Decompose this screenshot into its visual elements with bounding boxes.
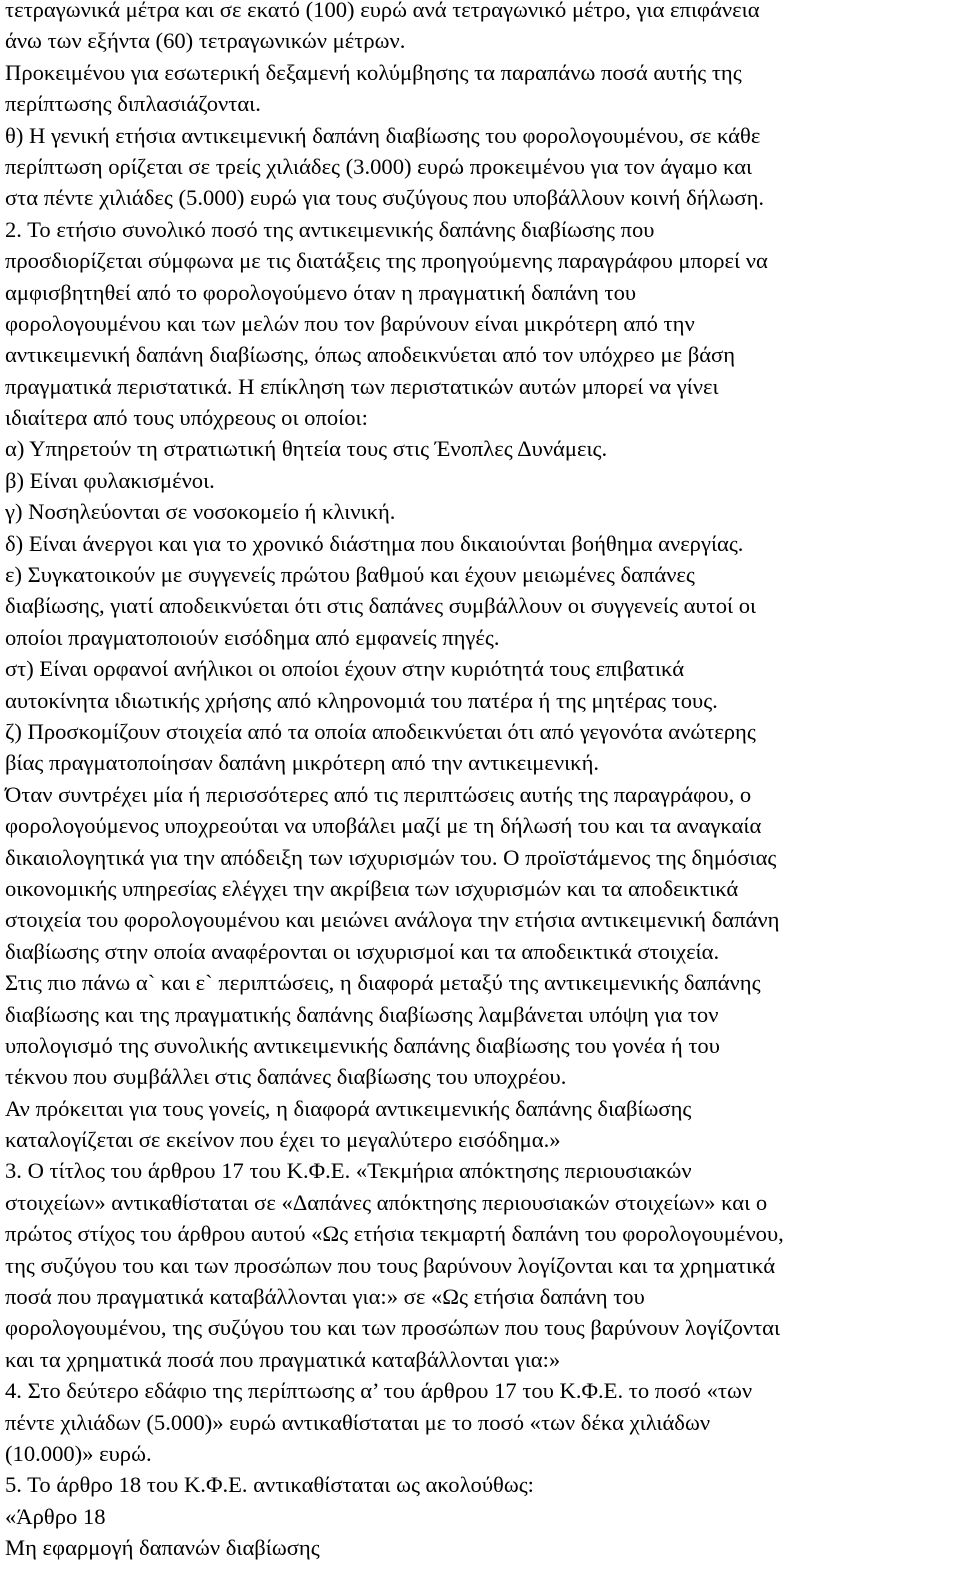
text-line: οποίοι πραγματοποιούν εισόδημα από εμφανείς πηγές. <box>5 624 500 650</box>
text-line: «Άρθρο 18 <box>5 1503 106 1529</box>
text-line: περίπτωση ορίζεται σε τρείς χιλιάδες (3.000) ευρώ προκειμένου για τον άγαμο και <box>5 153 753 179</box>
text-line: υπολογισμό της συνολικής αντικειμενικής δαπάνης διαβίωσης του γονέα ή του <box>5 1032 720 1058</box>
text-line: της συζύγου του και των προσώπων που τους βαρύνουν λογίζονται και τα χρηματικά <box>5 1252 776 1278</box>
text-line: (10.000)» ευρώ. <box>5 1440 152 1466</box>
text-line: περίπτωσης διπλασιάζονται. <box>5 91 261 117</box>
text-line: τετραγωνικά μέτρα και σε εκατό (100) ευρώ ανά τετραγωνικό μέτρο, για επιφάνεια <box>5 0 760 22</box>
text-line: ιδιαίτερα από τους υπόχρεους οι οποίοι: <box>5 405 368 431</box>
text-line: στοιχεία του φορολογουμένου και μειώνει ανάλογα την ετήσια αντικειμενική δαπάνη <box>5 907 780 933</box>
text-line: στ) Είναι ορφανοί ανήλικοι οι οποίοι έχουν στην κυριότητά τους επιβατικά <box>5 656 685 682</box>
text-line: 3. Ο τίτλος του άρθρου 17 του Κ.Φ.Ε. «Τεκμήρια απόκτησης περιουσιακών <box>5 1158 692 1184</box>
text-line: 2. Το ετήσιο συνολικό ποσό της αντικειμενικής δαπάνης διαβίωσης που <box>5 216 655 242</box>
text-line: φορολογούμενος υποχρεούται να υποβάλει μαζί με τη δήλωσή του και τα αναγκαία <box>5 813 762 839</box>
text-line: τέκνου που συμβάλλει στις δαπάνες διαβίωσης του υποχρέου. <box>5 1064 567 1090</box>
text-line: ζ) Προσκομίζουν στοιχεία από τα οποία αποδεικνύεται ότι από γεγονότα ανώτερης <box>5 718 756 744</box>
text-line: αντικειμενική δαπάνη διαβίωσης, όπως αποδεικνύεται από τον υπόχρεο με βάση <box>5 342 736 368</box>
text-line: 5. Το άρθρο 18 του Κ.Φ.Ε. αντικαθίσταται ως ακολούθως: <box>5 1472 534 1498</box>
text-line: ε) Συγκατοικούν με συγγενείς πρώτου βαθμού και έχουν μειωμένες δαπάνες <box>5 562 695 588</box>
text-line: καταλογίζεται σε εκείνον που έχει το μεγαλύτερο εισόδημα.» <box>5 1127 561 1153</box>
text-line: βίας πραγματοποίησαν δαπάνη μικρότερη από την αντικειμενική. <box>5 750 600 776</box>
text-line: Μη εφαρμογή δαπανών διαβίωσης <box>5 1535 320 1561</box>
text-line: β) Είναι φυλακισμένοι. <box>5 467 215 493</box>
text-line: οικονομικής υπηρεσίας ελέγχει την ακρίβεια των ισχυρισμών και τα αποδεικτικά <box>5 875 739 901</box>
text-line: και τα χρηματικά ποσά που πραγματικά καταβάλλονται για:» <box>5 1346 561 1372</box>
text-line: αμφισβητηθεί από το φορολογούμενο όταν η πραγματική δαπάνη του <box>5 279 637 305</box>
text-line: δ) Είναι άνεργοι και για το χρονικό διάστημα που δικαιούνται βοήθημα ανεργίας. <box>5 530 744 556</box>
text-line: Όταν συντρέχει μία ή περισσότερες από τις περιπτώσεις αυτής της παραγράφου, ο <box>5 781 752 807</box>
text-line: φορολογουμένου, της συζύγου του και των προσώπων που τους βαρύνουν λογίζονται <box>5 1315 781 1341</box>
text-line: Στις πιο πάνω α` και ε` περιπτώσεις, η διαφορά μεταξύ της αντικειμενικής δαπάνης <box>5 970 761 996</box>
document-page <box>5 0 957 1564</box>
text-line: φορολογουμένου και των μελών που τον βαρύνουν είναι μικρότερη από την <box>5 310 695 336</box>
text-line: διαβίωσης στην οποία αναφέρονται οι ισχυρισμοί και τα αποδεικτικά στοιχεία. <box>5 938 720 964</box>
text-line: πέντε χιλιάδων (5.000)» ευρώ αντικαθίσταται με το ποσό «των δέκα χιλιάδων <box>5 1409 711 1435</box>
text-line: πρώτος στίχος του άρθρου αυτού «Ως ετήσια τεκμαρτή δαπάνη του φορολογουμένου, <box>5 1221 784 1247</box>
text-line: πραγματικά περιστατικά. Η επίκληση των περιστατικών αυτών μπορεί να γίνει <box>5 373 719 399</box>
text-line: διαβίωσης και της πραγματικής δαπάνης διαβίωσης λαμβάνεται υπόψη για τον <box>5 1001 719 1027</box>
text-line: στα πέντε χιλιάδες (5.000) ευρώ για τους συζύγους που υποβάλλουν κοινή δήλωση. <box>5 185 765 211</box>
text-line: 4. Στο δεύτερο εδάφιο της περίπτωσης α’ του άρθρου 17 του Κ.Φ.Ε. το ποσό «των <box>5 1378 753 1404</box>
text-line: γ) Νοσηλεύονται σε νοσοκομείο ή κλινική. <box>5 499 396 525</box>
text-line: προσδιορίζεται σύμφωνα με τις διατάξεις της προηγούμενης παραγράφου μπορεί να <box>5 248 768 274</box>
text-line: αυτοκίνητα ιδιωτικής χρήσης από κληρονομιά του πατέρα ή της μητέρας τους. <box>5 687 718 713</box>
text-line: Προκειμένου για εσωτερική δεξαμενή κολύμβησης τα παραπάνω ποσά αυτής της <box>5 59 742 85</box>
text-line: άνω των εξήντα (60) τετραγωνικών μέτρων. <box>5 28 406 54</box>
text-line: δικαιολογητικά για την απόδειξη των ισχυρισμών του. Ο προϊστάμενος της δημόσιας <box>5 844 777 870</box>
text-line: στοιχείων» αντικαθίσταται σε «Δαπάνες απόκτησης περιουσιακών στοιχείων» και ο <box>5 1189 768 1215</box>
text-line: θ) Η γενική ετήσια αντικειμενική δαπάνη διαβίωσης του φορολογουμένου, σε κάθε <box>5 122 761 148</box>
text-line: Αν πρόκειται για τους γονείς, η διαφορά αντικειμενικής δαπάνης διαβίωσης <box>5 1095 692 1121</box>
text-line: α) Υπηρετούν τη στρατιωτική θητεία τους στις Ένοπλες Δυνάμεις. <box>5 436 608 462</box>
text-line: ποσά που πραγματικά καταβάλλονται για:» σε «Ως ετήσια δαπάνη του <box>5 1284 645 1310</box>
text-line: διαβίωσης, γιατί αποδεικνύεται ότι στις δαπάνες συμβάλλουν οι συγγενείς αυτοί οι <box>5 593 757 619</box>
